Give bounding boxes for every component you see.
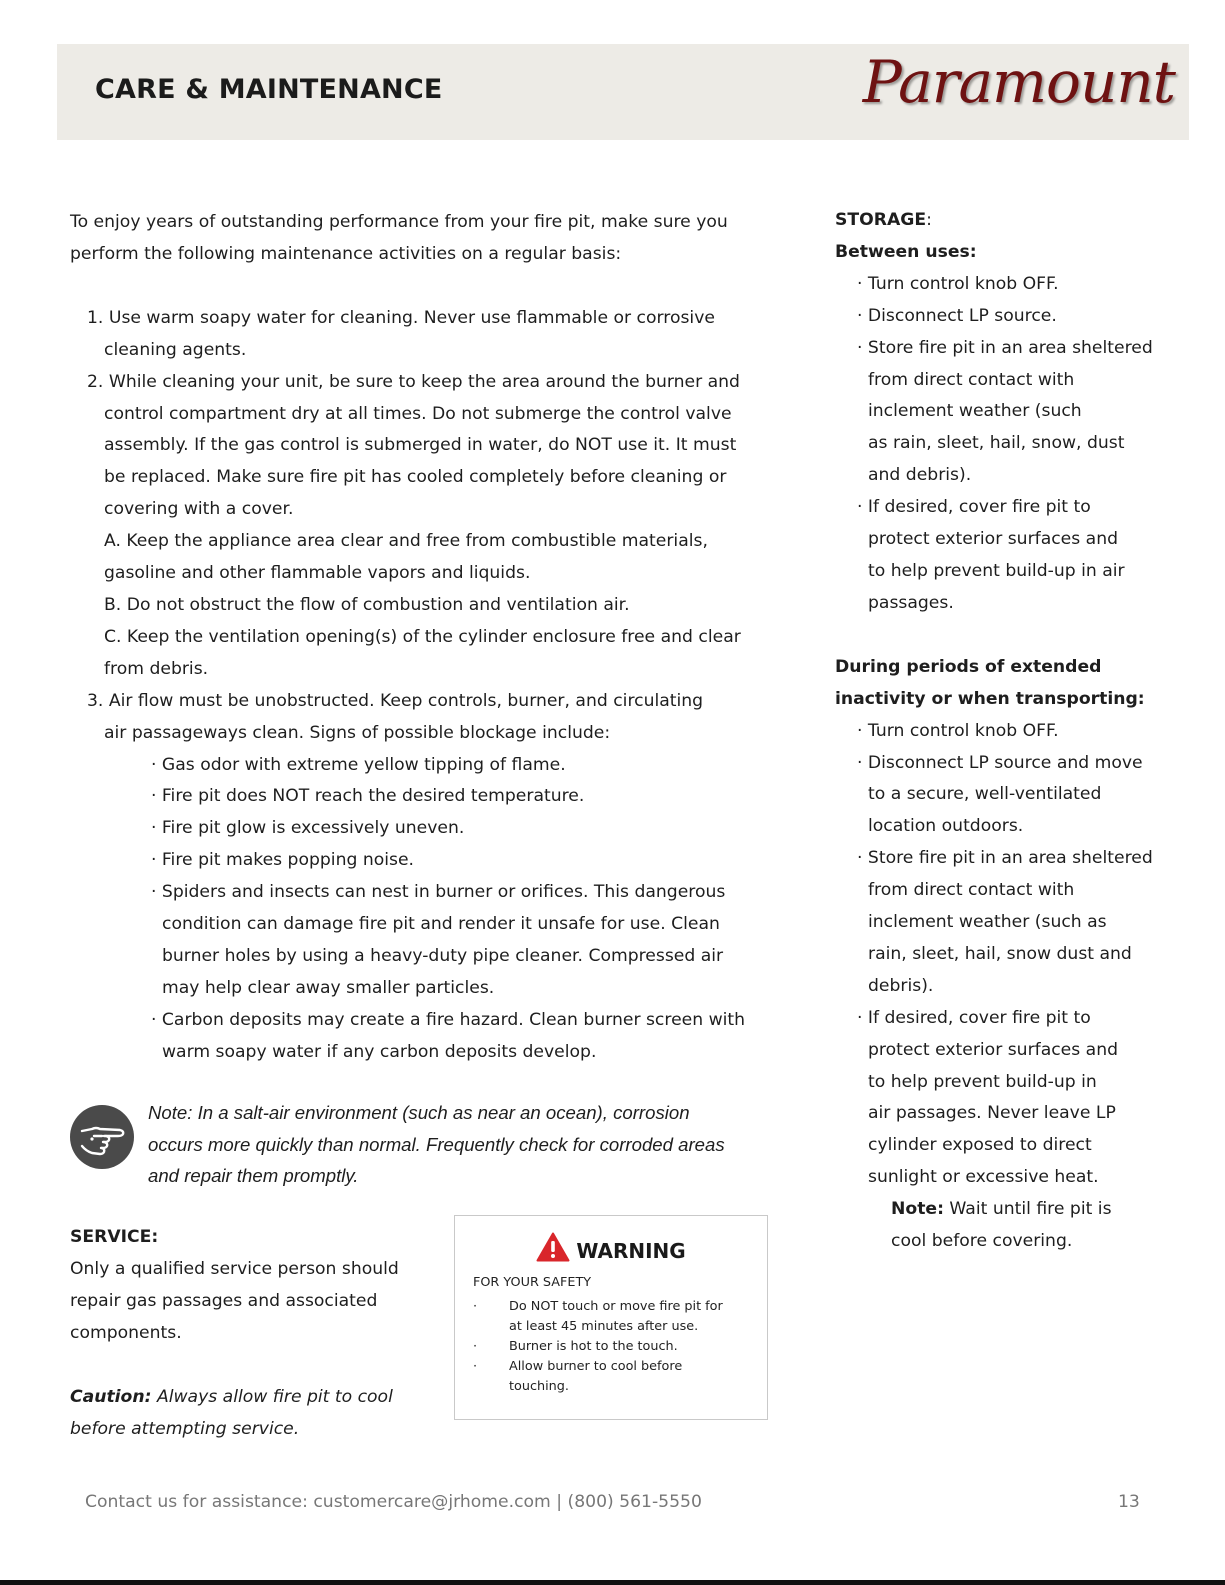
storage-item: · If desired, cover fire pit to protect exterior surfaces and to help prevent build-up in air passages. [857,497,1125,613]
step-2-sub-a: A. Keep the appliance area clear and free from combustible materials, gasoline and other flammable vapors and liquids. [104,531,708,584]
storage-item: · Disconnect LP source and move to a secure, well-ventilated location outdoors. [857,752,1143,837]
storage-item: · If desired, cover fire pit to protect exterior surfaces and to help prevent build-up in air passages. Never leave LP cylinder exposed to direct sunlight or excessive heat. [857,1007,1118,1188]
salt-air-note: Note: In a salt-air environment (such as near an ocean), corrosion occurs more quickly than normal. Frequently check for corroded areas and repair them promptly. [148,1102,725,1186]
step-2-sub-b: B. Do not obstruct the flow of combustion and ventilation air. [104,594,630,615]
blockage-sign: · Gas odor with extreme yellow tipping of flame. [151,754,566,775]
blockage-sign: · Carbon deposits may create a fire hazard. Clean burner screen with warm soapy water if any carbon deposits develop. [151,1009,746,1062]
blockage-sign: · Fire pit does NOT reach the desired temperature. [151,786,585,807]
storage-item: · Store fire pit in an area sheltered from direct contact with inclement weather (such as rain, sleet, hail, snow dust and debris). [857,848,1153,996]
service-text: Only a qualified service person should repair gas passages and associated components. [70,1258,399,1343]
storage-heading: STORAGE: [835,210,932,230]
footer-contact: Contact us for assistance: customercare@jrhome.com | (800) 561-5550 [85,1492,702,1512]
between-uses-heading: Between uses: [835,241,977,262]
warning-title: WARNING [576,1239,686,1263]
warning-item: · Do NOT touch or move fire pit for at least 45 minutes after use. [473,1297,753,1337]
storage-column [835,205,1195,1258]
pointing-hand-icon [70,1105,134,1169]
warning-item: · Allow burner to cool before touching. [473,1357,753,1397]
blockage-sign: · Fire pit makes popping noise. [151,850,415,871]
warning-subtitle: FOR YOUR SAFETY [473,1275,592,1290]
page-title: CARE & MAINTENANCE [95,74,443,105]
storage-note-label: Note: [891,1199,944,1220]
page-header [57,44,1189,140]
intro-line: To enjoy years of outstanding performance from your fire pit, make sure you [70,212,728,232]
storage-note: Note: Wait until fire pit is cool before covering. [891,1199,1112,1252]
maintenance-column [70,207,770,1069]
storage-item: · Turn control knob OFF. [857,720,1059,741]
bottom-rule [0,1580,1225,1585]
warning-item: · Burner is hot to the touch. [473,1337,753,1357]
step-3: 3. Air flow must be unobstructed. Keep controls, burner, and circulating air passageways clean. Signs of possible blockage include: [87,690,704,743]
caution-label: Caution: [70,1386,152,1407]
storage-item: · Store fire pit in an area sheltered from direct contact with inclement weather (such as rain, sleet, hail, snow, dust and debris). [857,337,1153,486]
storage-item: · Turn control knob OFF. [857,273,1059,294]
extended-storage-heading: During periods of extended inactivity or when transporting: [835,656,1145,709]
warning-triangle-icon [536,1232,570,1262]
brand-logo: Paramount [862,48,1175,116]
warning-heading [455,1232,767,1263]
warning-box [454,1215,768,1420]
step-2-sub-c: C. Keep the ventilation opening(s) of the cylinder enclosure free and clear from debris. [104,626,741,679]
intro-line: perform the following maintenance activities on a regular basis: [70,243,622,264]
blockage-sign: · Fire pit glow is excessively uneven. [151,818,465,839]
warning-list [473,1297,753,1397]
service-heading: SERVICE: [70,1227,159,1247]
step-1: 1. Use warm soapy water for cleaning. Never use flammable or corrosive cleaning agents. [87,307,715,360]
step-2: 2. While cleaning your unit, be sure to keep the area around the burner and control compartment dry at all times. Do not submerge the control valve assembly. If the gas control is submerged in water, do NOT use it. It must be replaced. Make sure fire pit has cooled completely before cleaning or covering with a cover. [87,371,740,520]
storage-item: · Disconnect LP source. [857,305,1057,326]
service-caution: Caution: Always allow fire pit to cool before attempting service. [70,1386,393,1439]
service-section [70,1222,430,1445]
blockage-sign: · Spiders and insects can nest in burner or orifices. This dangerous condition can damage fire pit and render it unsafe for use. Clean burner holes by using a heavy-duty pipe cleaner. Compressed air may help clear away smaller particles. [151,882,726,998]
page-number: 13 [1118,1492,1140,1512]
